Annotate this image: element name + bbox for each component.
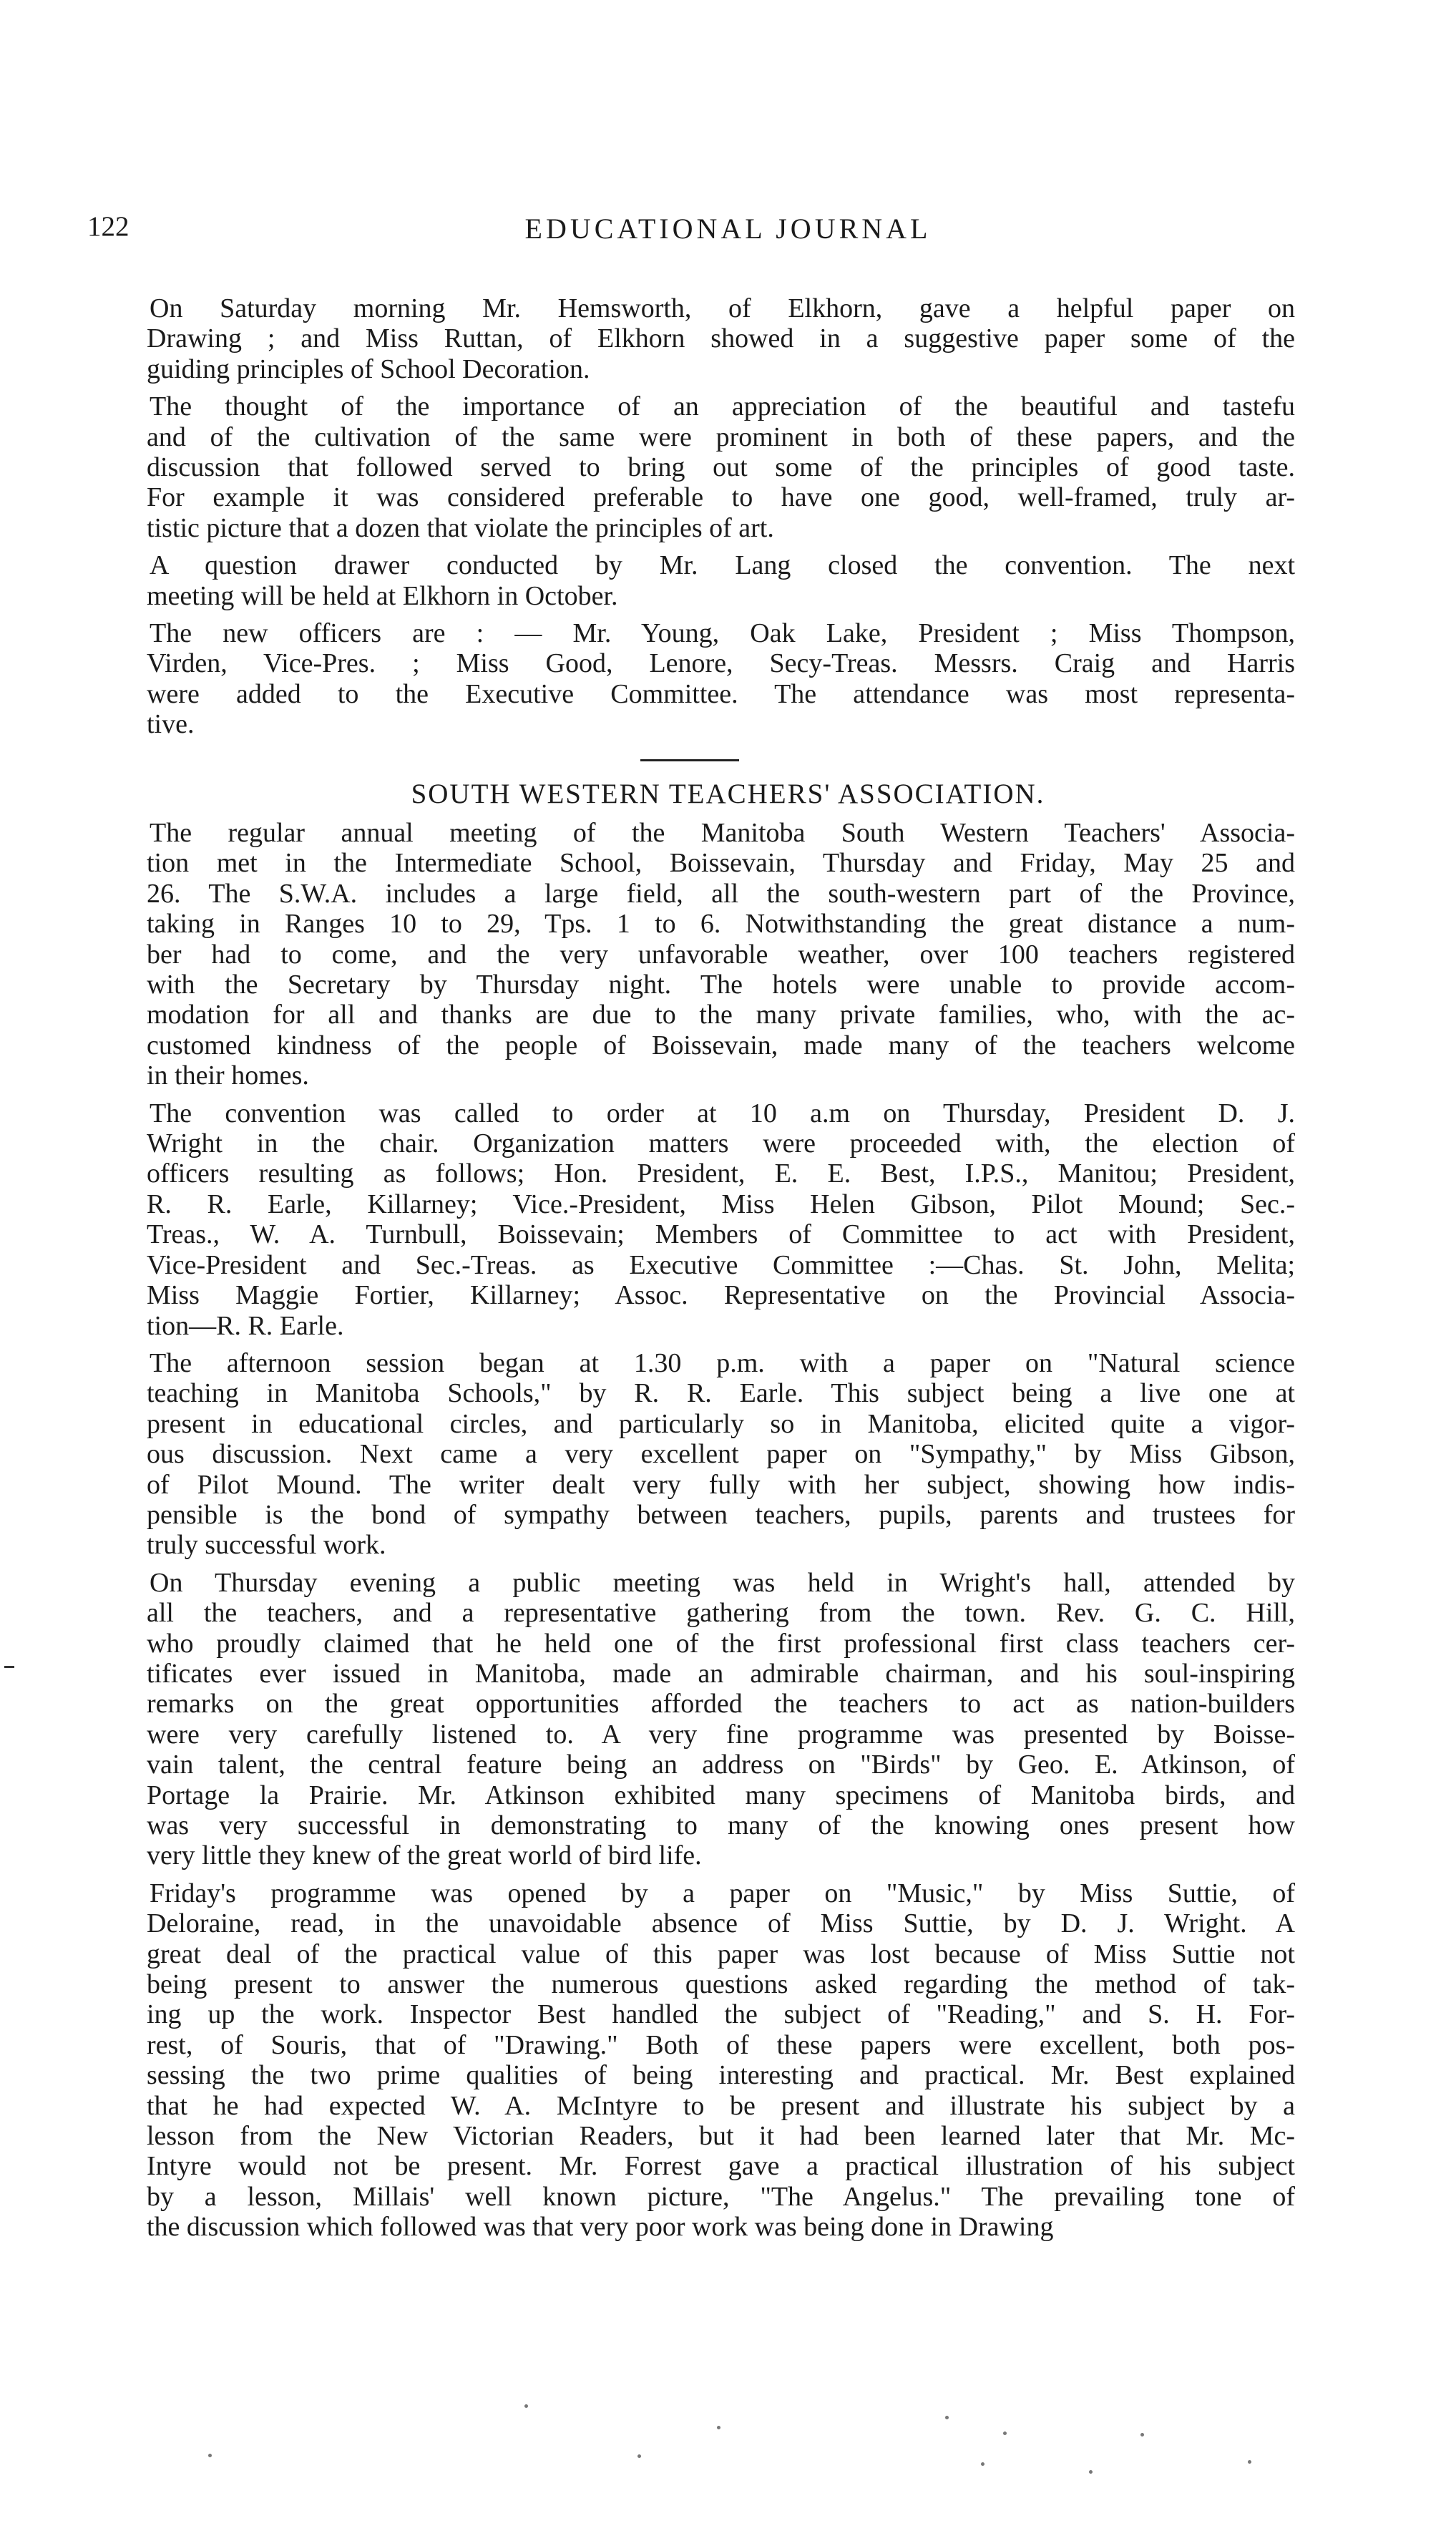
text-line: Friday's programme was opened by a paper on "Music," by Miss Suttie, of [150,1878,1295,1908]
text-line: officers resulting as follows; Hon. President, E. E. Best, I.P.S., Manitou; President, [147,1159,1295,1189]
scan-mark [4,1666,14,1668]
text-line: tion—R. R. Earle. [147,1310,344,1341]
text-line: the discussion which followed was that very poor work was being done in Drawing [147,2212,1054,2243]
scan-speck [717,2426,720,2429]
text-line: ing up the work. Inspector Best handled the subject of "Reading," and S. H. For- [147,1999,1295,2030]
text-line: tistic picture that a dozen that violate the principles of art. [147,512,774,543]
paragraph [147,391,1295,543]
text-line: teaching in Manitoba Schools," by R. R. Earle. This subject being a live one at [147,1378,1295,1409]
scan-speck [637,2454,641,2458]
running-head: EDUCATIONAL JOURNAL [524,213,932,245]
scan-speck [1248,2460,1251,2464]
text-line: A question drawer conducted by Mr. Lang closed the convention. The next [150,550,1295,581]
text-line: On Thursday evening a public meeting was held in Wright's hall, attended by [150,1567,1295,1598]
text-line: guiding principles of School Decoration. [147,353,590,384]
paragraph [147,293,1295,384]
association-report [147,818,1295,2243]
scan-speck [208,2454,212,2457]
text-line: Drawing ; and Miss Ruttan, of Elkhorn showed in a suggestive paper some of the [147,323,1295,354]
text-line: ous discussion. Next came a very excellent paper on "Sympathy," by Miss Gibson, [147,1439,1295,1470]
text-line: Portage la Prairie. Mr. Atkinson exhibited many specimens of Manitoba birds, and [147,1780,1295,1810]
text-line: Miss Maggie Fortier, Killarney; Assoc. Representative on the Provincial Associa- [147,1280,1295,1311]
paragraph [147,1098,1295,1341]
text-line: that he had expected W. A. McIntyre to be present and illustrate his subject by a [147,2090,1295,2121]
paragraph [147,618,1295,740]
text-line: being present to answer the numerous questions asked regarding the method of tak- [147,1969,1295,2000]
text-line: in their homes. [147,1060,309,1091]
text-line: meeting will be held at Elkhorn in October. [147,580,618,611]
text-line: sessing the two prime qualities of being interesting and practical. Mr. Best explained [147,2060,1295,2091]
scan-speck [981,2462,984,2466]
text-line: pensible is the bond of sympathy between teachers, pupils, parents and trustees for [147,1499,1295,1530]
text-line: Virden, Vice-Pres. ; Miss Good, Lenore, Secy-Treas. Messrs. Craig and Harris [147,648,1295,679]
text-line: The convention was called to order at 10 a.m on Thursday, President D. J. [150,1098,1295,1128]
paragraph [147,818,1295,1091]
text-line: discussion that followed served to bring out some of the principles of good taste. [147,452,1295,483]
text-line: Wright in the chair. Organization matters were proceeded with, the election of [147,1128,1295,1159]
text-line: of Pilot Mound. The writer dealt very fully with her subject, showing how indis- [147,1469,1295,1500]
text-line: taking in Ranges 10 to 29, Tps. 1 to 6. Notwithstanding the great distance a num- [147,909,1295,940]
section-divider [640,759,739,761]
page-number: 122 [87,211,130,242]
text-line: tificates ever issued in Manitoba, made an admirable chairman, and his soul-inspiring [147,1658,1295,1689]
text-line: tive. [147,709,195,740]
text-line: Intyre would not be present. Mr. Forrest gave a practical illustration of his subject [147,2151,1295,2182]
text-line: were very carefully listened to. A very fine programme was presented by Boisse- [147,1719,1295,1750]
text-line: The new officers are : — Mr. Young, Oak Lake, President ; Miss Thompson, [150,618,1295,649]
text-line: R. R. Earle, Killarney; Vice.-President, Miss Helen Gibson, Pilot Mound; Sec.- [147,1189,1295,1219]
scan-speck [524,2404,528,2408]
text-line: The afternoon session began at 1.30 p.m. with a paper on "Natural science [150,1347,1295,1378]
article-continuation [147,293,1295,740]
text-line: ber had to come, and the very unfavorable weather, over 100 teachers registered [147,939,1295,970]
paragraph [147,1878,1295,2243]
paragraph [147,550,1295,611]
paragraph [147,1348,1295,1561]
text-line: by a lesson, Millais' well known picture, "The Angelus." The prevailing tone of [147,2181,1295,2212]
text-line: vain talent, the central feature being an address on "Birds" by Geo. E. Atkinson, of [147,1750,1295,1780]
text-line: and of the cultivation of the same were prominent in both of these papers, and the [147,421,1295,452]
scan-speck [945,2416,949,2419]
text-line: present in educational circles, and particularly so in Manitoba, elicited quite a vigor- [147,1408,1295,1439]
text-line: The regular annual meeting of the Manitoba South Western Teachers' Associa- [150,818,1295,848]
text-line: customed kindness of the people of Boissevain, made many of the teachers welcome [147,1030,1295,1060]
text-line: was very successful in demonstrating to many of the knowing ones present how [147,1810,1295,1840]
text-line: The thought of the importance of an appreciation of the beautiful and tastefu [150,391,1295,422]
text-line: truly successful work. [147,1530,386,1561]
text-line: with the Secretary by Thursday night. The hotels were unable to provide accom- [147,970,1295,1000]
text-line: lesson from the New Victorian Readers, but it had been learned later that Mr. Mc- [147,2121,1295,2152]
text-line: tion met in the Intermediate School, Boissevain, Thursday and Friday, May 25 and [147,848,1295,879]
section-heading: SOUTH WESTERN TEACHERS' ASSOCIATION. [411,779,1045,809]
text-line: who proudly claimed that he held one of the first professional first class teachers cer- [147,1628,1295,1659]
text-line: very little they knew of the great world of bird life. [147,1840,702,1871]
paragraph [147,1568,1295,1871]
text-line: all the teachers, and a representative gathering from the town. Rev. G. C. Hill, [147,1598,1295,1629]
scan-speck [1089,2470,1093,2474]
text-line: 26. The S.W.A. includes a large field, all the south-western part of the Province, [147,878,1295,909]
text-line: rest, of Souris, that of "Drawing." Both of these papers were excellent, both pos- [147,2029,1295,2060]
text-line: remarks on the great opportunities afforded the teachers to act as nation-builders [147,1689,1295,1720]
text-line: For example it was considered preferable to have one good, well-framed, truly ar- [147,482,1295,513]
text-line: modation for all and thanks are due to the many private families, who, with the ac- [147,1000,1295,1030]
text-line: Vice-President and Sec.-Treas. as Executive Committee :—Chas. St. John, Melita; [147,1249,1295,1280]
text-line: great deal of the practical value of this paper was lost because of Miss Suttie not [147,1938,1295,1969]
text-line: Deloraine, read, in the unavoidable absence of Miss Suttie, by D. J. Wright. A [147,1908,1295,1939]
text-line: On Saturday morning Mr. Hemsworth, of Elkhorn, gave a helpful paper on [150,293,1295,323]
text-line: were added to the Executive Committee. The attendance was most representa- [147,678,1295,709]
scan-speck [1003,2432,1007,2435]
text-line: Treas., W. A. Turnbull, Boissevain; Members of Committee to act with President, [147,1219,1295,1250]
scan-speck [1140,2433,1144,2437]
